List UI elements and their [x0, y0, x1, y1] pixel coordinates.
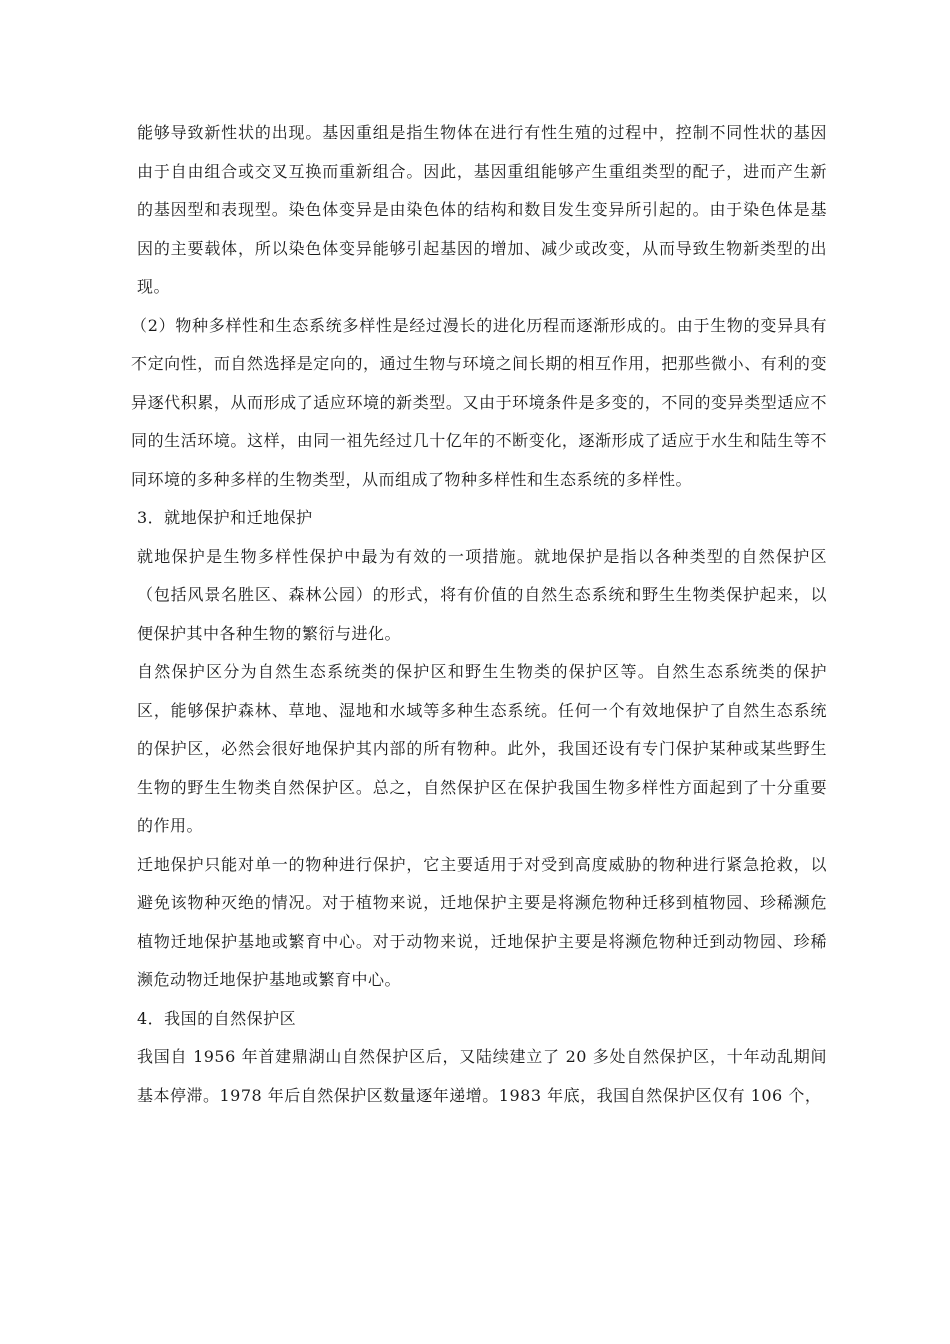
- paragraph-in-situ-conservation: 就地保护是生物多样性保护中最为有效的一项措施。就地保护是指以各种类型的自然保护区（包括风景名胜区、森林公园）的形式，将有价值的自然生态系统和野生生物类保护起来，以便保护其中各种生物的繁衍与进化。: [137, 546, 827, 643]
- paragraph-china-reserves-history: 我国自 1956 年首建鼎湖山自然保护区后，又陆续建立了 20 多处自然保护区，十年动乱期间基本停滞。1978 年后自然保护区数量逐年递增。1983 年底，我国自然保护区仅有 106 个，: [137, 1047, 827, 1105]
- paragraph-ex-situ-conservation: 迁地保护只能对单一的物种进行保护，它主要适用于对受到高度威胁的物种进行紧急抢救，以避免该物种灭绝的情况。对于植物来说，迁地保护主要是将濒危物种迁移到植物园、珍稀濒危植物迁地保护基地或繁育中心。对于动物来说，迁地保护主要是将濒危物种迁到动物园、珍稀濒危动物迁地保护基地或繁育中心。: [137, 854, 827, 989]
- document-body: [131, 114, 827, 1115]
- paragraph-genetic-variation: 能够导致新性状的出现。基因重组是指生物体在进行有性生殖的过程中，控制不同性状的基因由于自由组合或交叉互换而重新组合。因此，基因重组能够产生重组类型的配子，进而产生新的基因型和表现型。染色体变异是由染色体的结构和数目发生变异所引起的。由于染色体是基因的主要载体，所以染色体变异能够引起基因的增加、减少或改变，从而导致生物新类型的出现。: [137, 123, 827, 296]
- paragraph-nature-reserves-types: 自然保护区分为自然生态系统类的保护区和野生生物类的保护区等。自然生态系统类的保护区，能够保护森林、草地、湿地和水域等多种生态系统。任何一个有效地保护了自然生态系统的保护区，必然会很好地保护其内部的所有物种。此外，我国还设有专门保护某种或某些野生生物的野生生物类自然保护区。总之，自然保护区在保护我国生物多样性方面起到了十分重要的作用。: [137, 662, 827, 835]
- section-heading-china-reserves: 4．我国的自然保护区: [137, 1008, 297, 1028]
- section-heading-in-situ-ex-situ: 3．就地保护和迁地保护: [137, 508, 313, 527]
- paragraph-species-ecosystem-diversity: （2）物种多样性和生态系统多样性是经过漫长的进化历程而逐渐形成的。由于生物的变异具有不定向性，而自然选择是定向的，通过生物与环境之间长期的相互作用，把那些微小、有利的变异逐代积累，从而形成了适应环境的新类型。又由于环境条件是多变的，不同的变异类型适应不同的生活环境。这样，由同一祖先经过几十亿年的不断变化，逐渐形成了适应于水生和陆生等不同环境的多种多样的生物类型，从而组成了物种多样性和生态系统的多样性。: [131, 315, 827, 489]
